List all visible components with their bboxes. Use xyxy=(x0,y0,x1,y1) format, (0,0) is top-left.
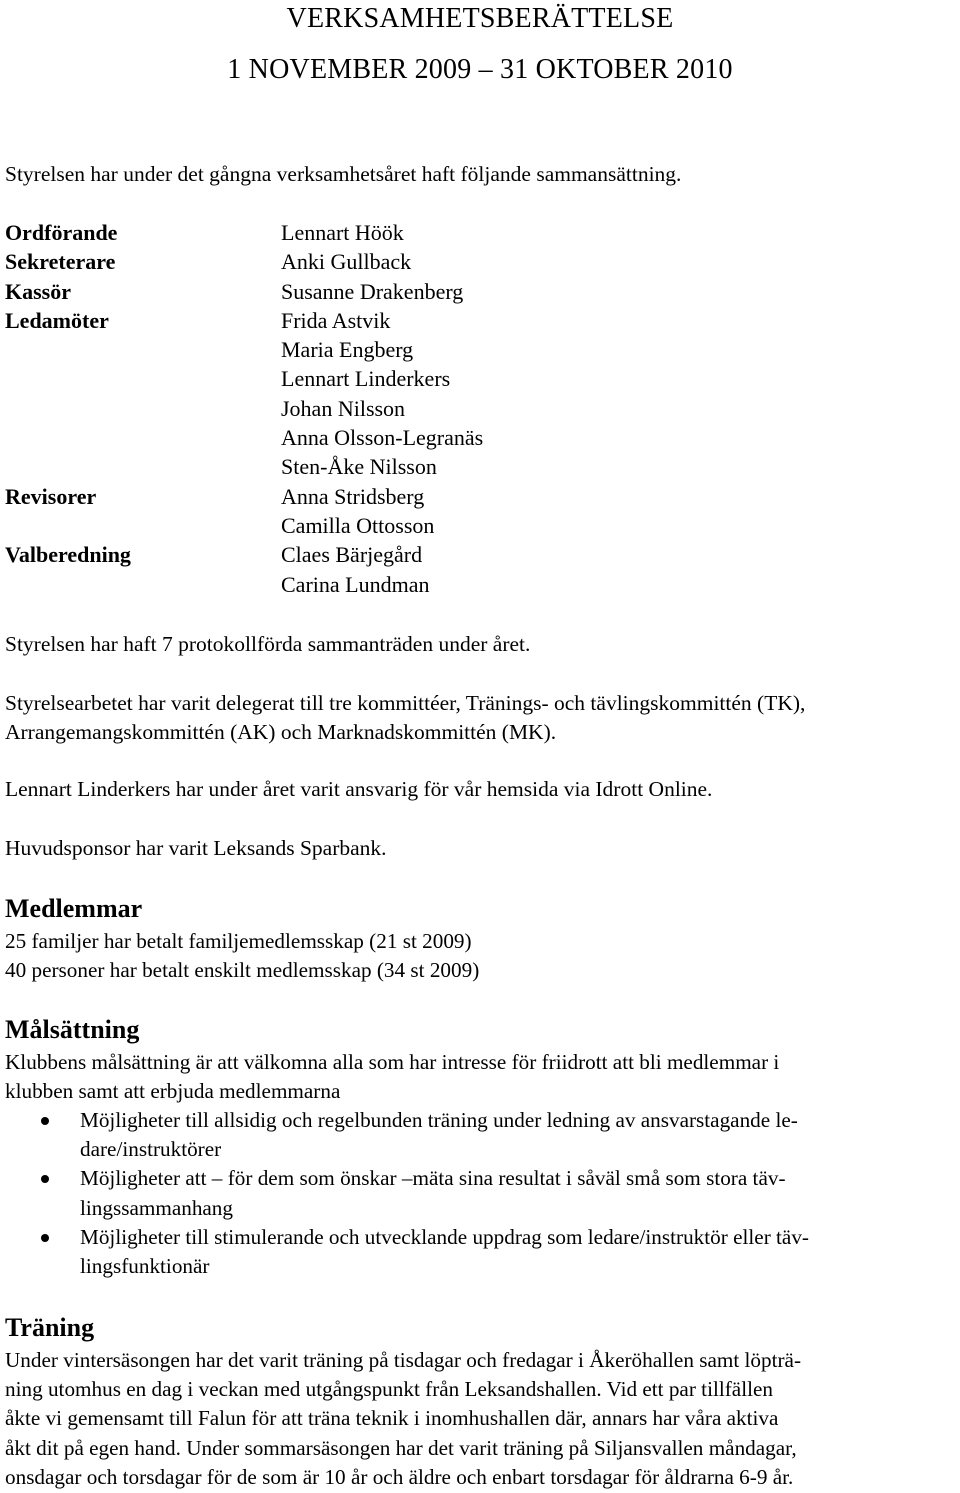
document-period: 1 NOVEMBER 2009 – 31 OKTOBER 2010 xyxy=(227,54,733,85)
role-label xyxy=(5,452,131,481)
member-name: Maria Engberg xyxy=(281,337,414,363)
member-name: Camilla Ottosson xyxy=(281,512,435,538)
committees-line: Arrangemangskommittén (AK) och Marknadskommittén (MK). xyxy=(5,720,557,744)
role-label: Ledamöter xyxy=(5,307,109,333)
role-label xyxy=(5,511,131,540)
role-label: Kassör xyxy=(5,278,71,304)
member-name: Johan Nilsson xyxy=(281,395,406,421)
role-label xyxy=(5,394,131,423)
document-title: VERKSAMHETSBERÄTTELSE xyxy=(286,3,674,34)
bullet-line: lingssammanhang xyxy=(80,1195,233,1220)
goals-bullet-item xyxy=(0,1106,960,1164)
goals-bullet-list xyxy=(0,1106,960,1281)
member-name: Carina Lundman xyxy=(281,571,430,597)
training-heading: Träning xyxy=(5,1313,95,1342)
training-line: Under vintersäsongen har det varit träning på tisdagar och fredagar i Åkeröhallen samt löpträ- xyxy=(5,1348,802,1372)
member-name: Anki Gullback xyxy=(281,249,412,275)
committees-line: Styrelsearbetet har varit delegerat till tre kommittéer, Tränings- och tävlingskommittén (TK), xyxy=(5,691,806,715)
training-line: åkte vi gemensamt till Falun för att träna teknik i inomhushallen där, annars har våra aktiva xyxy=(5,1406,779,1431)
bullet-icon xyxy=(41,1117,49,1125)
bullet-line: Möjligheter till stimulerande och utvecklande uppdrag som ledare/instruktör eller täv- xyxy=(80,1224,809,1249)
members-section xyxy=(5,927,955,985)
bullet-line: Möjligheter till allsidig och regelbunden träning under ledning av ansvarstagande le- xyxy=(80,1108,798,1132)
member-name: Claes Bärjegård xyxy=(281,542,423,568)
board-roles xyxy=(5,218,131,599)
training-text xyxy=(5,1346,955,1492)
bullet-line: Möjligheter att – för dem som önskar –mäta sina resultat i såväl små som stora täv- xyxy=(80,1166,786,1191)
goals-line: klubben samt att erbjuda medlemmarna xyxy=(5,1079,341,1104)
role-label: Revisorer xyxy=(5,483,97,509)
member-name: Anna Olsson-Legranäs xyxy=(281,425,484,451)
member-name: Frida Astvik xyxy=(281,307,391,333)
meetings-paragraph: Styrelsen har haft 7 protokollförda sammanträden under året. xyxy=(5,632,531,656)
role-label: Sekreterare xyxy=(5,249,116,275)
bullet-icon xyxy=(41,1175,49,1183)
role-label: Ordförande xyxy=(5,220,118,245)
goals-line: Klubbens målsättning är att välkomna alla som har intresse för friidrott att bli medlemmar i xyxy=(5,1050,780,1074)
role-label xyxy=(5,364,131,393)
role-label xyxy=(5,570,131,599)
bullet-icon xyxy=(41,1234,49,1242)
bullet-line: lingsfunktionär xyxy=(80,1254,210,1279)
goals-text xyxy=(5,1048,955,1106)
goals-heading: Målsättning xyxy=(5,1015,140,1044)
training-line: onsdagar och torsdagar för de som är 10 år och äldre och enbart torsdagar för åldrarna 6-9 år. xyxy=(5,1464,794,1489)
member-name: Lennart Linderkers xyxy=(281,366,451,392)
role-label xyxy=(5,335,131,364)
member-name: Anna Stridsberg xyxy=(281,483,425,509)
role-label xyxy=(5,423,131,452)
website-paragraph: Lennart Linderkers har under året varit ansvarig för vår hemsida via Idrott Online. xyxy=(5,777,713,801)
sponsor-paragraph: Huvudsponsor har varit Leksands Sparbank. xyxy=(5,836,387,860)
members-heading: Medlemmar xyxy=(5,894,143,923)
member-name: Sten-Åke Nilsson xyxy=(281,454,437,480)
members-line: 40 personer har betalt enskilt medlemsskap (34 st 2009) xyxy=(5,958,480,983)
training-line: ning utomhus en dag i veckan med utgångspunkt från Leksandshallen. Vid ett par tillfällen xyxy=(5,1377,773,1402)
training-line: åkt dit på egen hand. Under sommarsäsongen har det varit träning på Siljansvallen måndagar, xyxy=(5,1435,797,1460)
bullet-line: dare/instruktörer xyxy=(80,1137,222,1162)
role-label: Valberedning xyxy=(5,542,131,568)
committees-paragraph xyxy=(5,689,955,747)
intro-text: Styrelsen har under det gångna verksamhetsåret haft följande sammansättning. xyxy=(5,162,682,186)
board-names xyxy=(281,218,483,599)
member-name: Susanne Drakenberg xyxy=(281,278,464,304)
goals-bullet-item xyxy=(0,1223,960,1281)
members-line: 25 familjer har betalt familjemedlemsskap (21 st 2009) xyxy=(5,929,472,953)
goals-bullet-item xyxy=(0,1164,960,1222)
member-name: Lennart Höök xyxy=(281,220,404,245)
